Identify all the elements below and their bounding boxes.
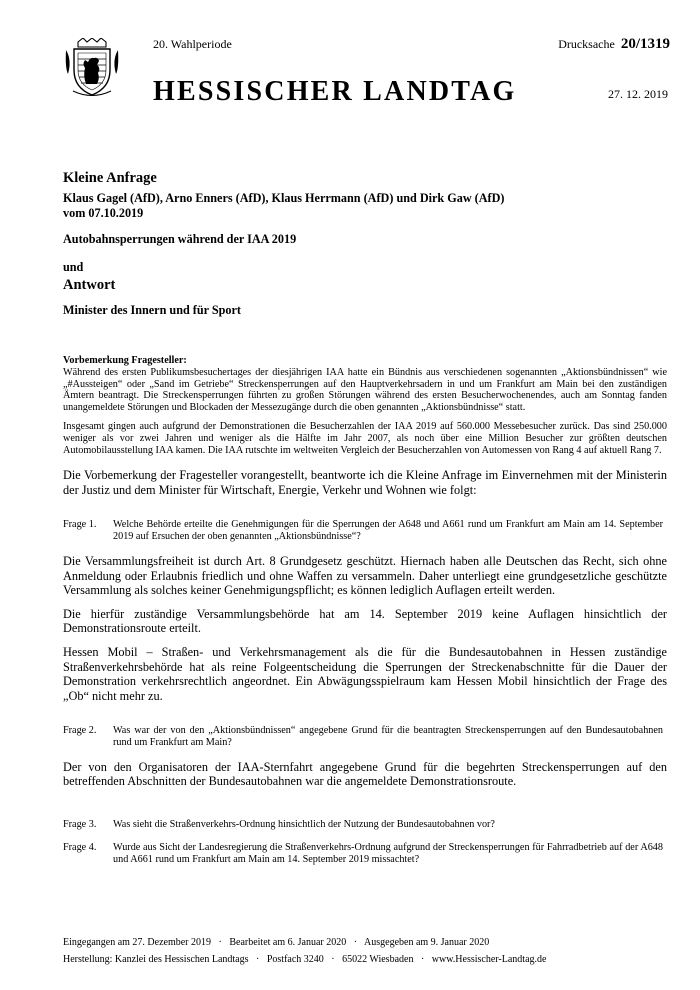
- footer-dates: Eingegangen am 27. Dezember 2019 · Bearbeitet am 6. Januar 2020 · Ausgegeben am 9. Januar 2020: [63, 937, 490, 948]
- document-date: 27. 12. 2019: [608, 87, 668, 101]
- and-connector: und: [63, 260, 84, 274]
- inquiry-date: vom 07.10.2019: [63, 206, 144, 220]
- answer-paragraph: Der von den Organisatoren der IAA-Sternfahrt angegebene Grund für die begehrten Streckensperrungen auf den betreffenden Abschnitten der Bundesautobahnen war die angemeldete Demonstrationsroute.: [63, 759, 667, 789]
- answer-paragraph: Die Versammlungsfreiheit ist durch Art. 8 Grundgesetz geschützt. Hiernach haben alle Deutschen das Recht, sich ohne Anmeldung oder Erlaubnis friedlich und ohne Waffen zu versammeln. Daher unterliegt eine grundgesetzliche geschützte Versammlung als solches keiner Genehmigungspflicht; es können lediglich Auflagen erteilt werden.: [63, 553, 667, 598]
- question-text: Wurde aus Sicht der Landesregierung die Straßenverkehrs-Ordnung aufgrund der Streckensperrungen für Fahrradbetrieb auf der A648 und A661 rund um Frankfurt am Main am 14. September 2019 missachtet?: [113, 841, 663, 865]
- preamble-paragraph: Insgesamt gingen auch aufgrund der Demonstrationen die Besucherzahlen der IAA 2019 auf 560.000 Messebesucher zurück. Das sind 250.000 weniger als vor zwei Jahren und weniger als die Hälfte im Jahr 2007, als noch über eine Million Besucher zur größten deutschen Automobilausstellung IAA kamen. Die IAA rutschte im weltweiten Vergleich der Besucherzahlen von Automessen von Rang 4 auf aktuell Rang 7.: [63, 421, 667, 456]
- answer-paragraph: Die hierfür zuständige Versammlungsbehörde hat am 14. September 2019 keine Auflagen hinsichtlich der Demonstrationsroute erteilt.: [63, 606, 667, 636]
- hesse-coat-of-arms-icon: [64, 38, 120, 98]
- parliament-title: HESSISCHER LANDTAG: [153, 76, 517, 107]
- subject: Autobahnsperrungen während der IAA 2019: [63, 232, 297, 246]
- question-label: Frage 1.: [63, 519, 97, 531]
- answer-heading: Antwort: [63, 277, 116, 293]
- preamble-paragraph: Während des ersten Publikumsbesuchertages der diesjährigen IAA hatte ein Bündnis aus verschiedenen sogenannten „Aktionsbündnissen“ wie „#Aussteigen“ oder „Sand im Getriebe“ Streckensperrungen auf den Hauptverkehrsadern in und um Frankfurt am Main bei den zuständigen Ämtern beantragt. Die Streckensperrungen führten zu großen Störungen während des ersten Besucherwochenendes, auch am Sonntag fanden unangemeldete Störungen und Blockaden der Messezugänge durch die oben genannten „Aktionsbündnisse“ statt.: [63, 367, 667, 413]
- wahlperiode: 20. Wahlperiode: [153, 37, 232, 51]
- drucksache-number: 20/1319: [620, 36, 670, 52]
- document-body: [63, 170, 667, 876]
- intro-paragraph: Die Vorbemerkung der Fragesteller vorangestellt, beantworte ich die Kleine Anfrage im Einvernehmen mit der Ministerin der Justiz und dem Minister für Wirtschaft, Energie, Verkehr und Wohnen wie folgt:: [63, 468, 667, 497]
- question: [63, 842, 667, 866]
- question-label: Frage 4.: [63, 841, 97, 853]
- question-text: Was war der von den „Aktionsbündnissen“ angegebene Grund für die beantragten Streckensperrungen auf den Bundesautobahnen rund um Frankfurt am Main?: [113, 725, 663, 749]
- drucksache: [558, 36, 670, 53]
- question-text: Welche Behörde erteilte die Genehmigungen für die Sperrungen der A648 und A661 rund um Frankfurt am Main am 14. September 2019 auf Ersuchen der oben genannten „Aktionsbündnisse“?: [113, 519, 663, 543]
- question-label: Frage 2.: [63, 725, 97, 737]
- question: [63, 519, 667, 543]
- drucksache-label: Drucksache: [558, 37, 615, 51]
- footer-imprint: Herstellung: Kanzlei des Hessischen Landtags · Postfach 3240 · 65022 Wiesbaden · www.Hessischer-Landtag.de: [63, 954, 547, 965]
- question: [63, 725, 667, 749]
- minister: Minister des Innern und für Sport: [63, 303, 241, 317]
- answer-paragraph: Hessen Mobil – Straßen- und Verkehrsmanagement als die für die Bundesautobahnen in Hessen zuständige Straßenverkehrsbehörde hat als reine Folgeentscheidung die Sperrungen der Streckenabschnitte für die Dauer der Demonstration verkehrsrechtlich angeordnet. Ein Abwägungsspielraum kam Hessen Mobil hinsichtlich der Frage des „Ob“ nicht mehr zu.: [63, 644, 667, 703]
- question: [63, 819, 667, 831]
- question-label: Frage 3.: [63, 819, 97, 831]
- question-text: Was sieht die Straßenverkehrs-Ordnung hinsichtlich der Nutzung der Bundesautobahnen vor?: [113, 819, 495, 831]
- preamble-heading: Vorbemerkung Fragesteller:: [63, 355, 187, 366]
- document-type: Kleine Anfrage: [63, 170, 157, 186]
- authors: Klaus Gagel (AfD), Arno Enners (AfD), Klaus Herrmann (AfD) und Dirk Gaw (AfD): [63, 191, 505, 205]
